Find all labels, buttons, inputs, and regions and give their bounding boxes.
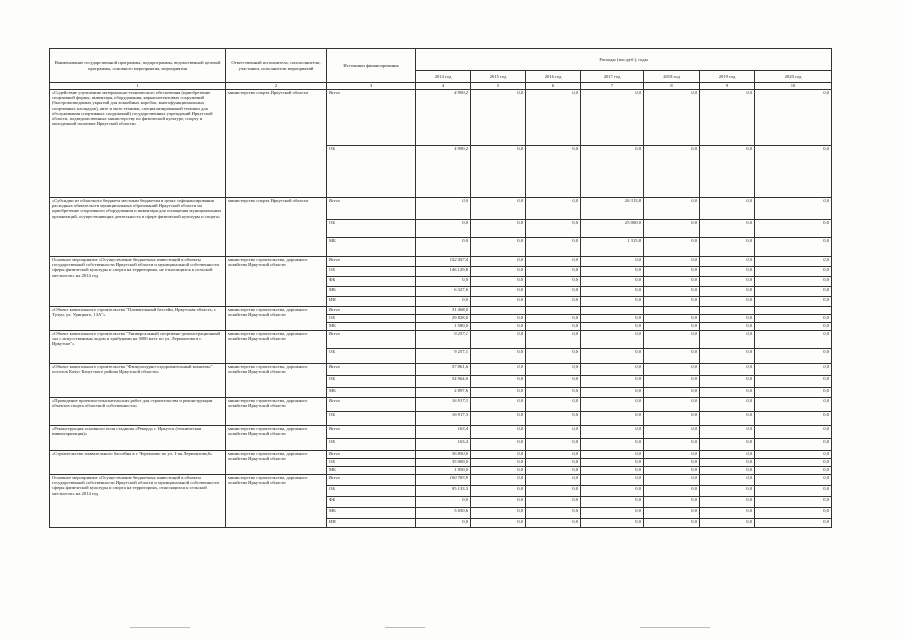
expense-cell: 0,0	[471, 287, 526, 297]
expense-cell: 0,0	[471, 220, 526, 238]
expense-cell: 0,0	[581, 267, 644, 277]
funding-source: Всего	[327, 475, 416, 486]
expense-cell: 0,0	[755, 398, 832, 412]
responsible-executor: министерство строительства, дорожного хозяйства Иркутской области	[226, 475, 327, 528]
expense-cell: 0,0	[700, 398, 755, 412]
measure-name: «Субсидии из областного бюджета местным бюджетам в целях софинансирования расходных обязательств муниципальных образований Иркутской области на приобретение спортивного оборудования и инвентаря для оснащения муниципальных организаций, осуществляющих деятельность в сфере физической культуры и спорта»	[50, 198, 226, 257]
expense-cell: 0,0	[526, 497, 581, 508]
funding-source: ОБ	[327, 439, 416, 451]
header-year-6: 2020 год	[755, 71, 832, 83]
expense-cell: 0,0	[755, 519, 832, 528]
expense-cell: 0,0	[755, 475, 832, 486]
funding-source: ОБ	[327, 486, 416, 497]
expense-cell: 0,0	[644, 315, 700, 323]
expense-cell	[526, 307, 581, 315]
expense-cell: 0,0	[581, 287, 644, 297]
expense-cell: 0,0	[700, 508, 755, 519]
expense-cell: 4 990,2	[416, 90, 471, 146]
expense-cell: 0,0	[526, 376, 581, 388]
expense-cell: 0,0	[471, 475, 526, 486]
expense-cell: 0,0	[755, 508, 832, 519]
expense-cell: 0,0	[471, 349, 526, 364]
expense-cell	[471, 307, 526, 315]
expense-cell: 0,0	[581, 257, 644, 267]
expense-cell: 0,0	[700, 257, 755, 267]
expense-cell: 0,0	[526, 426, 581, 439]
expense-cell: 0,0	[644, 376, 700, 388]
responsible-executor: министерство строительства, дорожного хозяйства Иркутской области	[226, 398, 327, 426]
expense-cell: 0,0	[755, 323, 832, 331]
responsible-executor: министерство строительства, дорожного хозяйства Иркутской области	[226, 364, 327, 398]
expense-cell: 0,0	[416, 238, 471, 257]
expense-cell: 2 897,6	[416, 388, 471, 398]
expense-cell: 0,0	[700, 238, 755, 257]
expense-cell: 0,0	[581, 439, 644, 451]
expense-cell: 0,0	[526, 257, 581, 267]
expense-cell: 0,0	[471, 238, 526, 257]
header-responsible: Ответственный исполнитель, соисполнители, участники, исполнители мероприятий	[226, 49, 327, 83]
expense-cell: 0,0	[526, 398, 581, 412]
expense-cell: 0,0	[700, 459, 755, 467]
expense-cell: 0,0	[581, 519, 644, 528]
expense-cell: 0,0	[644, 257, 700, 267]
expense-cell: 163,4	[416, 426, 471, 439]
header-year-3: 2017 год	[581, 71, 644, 83]
expense-cell: 0,0	[416, 297, 471, 307]
expense-cell: 1 850,0	[416, 467, 471, 475]
header-year-1: 2015 год	[471, 71, 526, 83]
funding-source: ОБ	[327, 459, 416, 467]
expense-cell: 0,0	[471, 90, 526, 146]
measure-name: «Объект капитального строительства "Плавательный бассейн, Иркутская область, г. Тулун, ул. Урицкого, 13А"»	[50, 307, 226, 331]
expense-cell: 36 850,0	[416, 451, 471, 459]
expense-cell: 0,0	[755, 198, 832, 220]
expense-cell	[581, 307, 644, 315]
expense-cell: 163,4	[416, 439, 471, 451]
expense-cell: 0,0	[700, 331, 755, 349]
expense-cell: 0,0	[526, 297, 581, 307]
expense-cell: 152 457,4	[416, 257, 471, 267]
funding-source: Всего	[327, 398, 416, 412]
scan-footer-line	[385, 627, 425, 628]
column-index-0: 1	[50, 83, 226, 90]
expense-cell: 0,0	[755, 238, 832, 257]
expense-cell: 0,0	[644, 277, 700, 287]
expense-cell: 100 783,9	[416, 475, 471, 486]
funding-source: Всего	[327, 331, 416, 349]
expense-cell: 0,0	[526, 238, 581, 257]
funding-source: Всего	[327, 198, 416, 220]
expense-cell: 0,0	[416, 519, 471, 528]
expense-cell: 0,0	[755, 459, 832, 467]
expense-cell: 0,0	[700, 519, 755, 528]
expense-cell: 0,0	[644, 238, 700, 257]
expense-cell: 0,0	[526, 388, 581, 398]
expense-cell: 0,0	[700, 198, 755, 220]
column-index-1: 2	[226, 83, 327, 90]
expense-cell: 0,0	[644, 467, 700, 475]
expense-cell: 0,0	[526, 315, 581, 323]
expense-cell: 0,0	[700, 497, 755, 508]
funding-source: ОБ	[327, 267, 416, 277]
expense-cell: 0,0	[471, 519, 526, 528]
expense-cell: 0,0	[644, 267, 700, 277]
expense-cell: 95 133,3	[416, 486, 471, 497]
expense-cell: 0,0	[755, 439, 832, 451]
expense-cell: 0,0	[700, 388, 755, 398]
column-index-3: 4	[416, 83, 471, 90]
funding-source: ОБ	[327, 412, 416, 426]
measure-name: Основное мероприятие «Осуществление бюджетных инвестиций в объекты государственной собственности Иркутской области и муниципальной собственности сферы физической культуры и спорта на территориях, относящихся к сельской местности» на 2014 год	[50, 475, 226, 528]
expense-cell: 25 000,0	[581, 220, 644, 238]
expense-cell: 0,0	[644, 519, 700, 528]
expense-cell: 0,0	[471, 451, 526, 459]
expense-cell: 0,0	[581, 277, 644, 287]
table-row	[50, 307, 832, 315]
expense-cell: 0,0	[581, 486, 644, 497]
expense-cell: 0,0	[581, 426, 644, 439]
column-index-4: 5	[471, 83, 526, 90]
expense-cell: 0,0	[755, 220, 832, 238]
expense-cell: 0,0	[471, 198, 526, 220]
expense-cell: 0,0	[526, 486, 581, 497]
scan-footer-line	[130, 627, 190, 628]
expense-cell: 0,0	[581, 90, 644, 146]
expense-cell: 0,0	[755, 364, 832, 376]
expense-cell: 0,0	[644, 297, 700, 307]
expense-cell: 0,0	[416, 277, 471, 287]
expense-cell: 0,0	[700, 426, 755, 439]
expense-cell: 5 650,6	[416, 508, 471, 519]
funding-source: Всего	[327, 364, 416, 376]
expense-cell: 0,0	[755, 388, 832, 398]
expense-cell: 0,0	[416, 198, 471, 220]
expense-cell: 0,0	[700, 439, 755, 451]
expense-cell: 0,0	[471, 388, 526, 398]
expense-cell: 0,0	[755, 297, 832, 307]
header-year-5: 2019 год	[700, 71, 755, 83]
expense-cell: 0,0	[755, 349, 832, 364]
column-index-7: 8	[644, 83, 700, 90]
expense-cell: 0,0	[644, 90, 700, 146]
expense-cell: 31 408,0	[416, 307, 471, 315]
expense-cell: 0,0	[471, 323, 526, 331]
expense-cell: 0,0	[581, 398, 644, 412]
expense-cell: 0,0	[581, 315, 644, 323]
funding-source: Всего	[327, 307, 416, 315]
expense-cell: 29 828,0	[416, 315, 471, 323]
expense-cell: 0,0	[755, 426, 832, 439]
expense-cell: 57 861,6	[416, 364, 471, 376]
expense-cell: 0,0	[755, 90, 832, 146]
column-index-9: 10	[755, 83, 832, 90]
funding-source: Всего	[327, 257, 416, 267]
funding-source: ОБ	[327, 220, 416, 238]
expense-cell: 0,0	[526, 220, 581, 238]
table-row	[50, 475, 832, 486]
expense-cell: 0,0	[471, 267, 526, 277]
expense-cell: 0,0	[644, 349, 700, 364]
expense-cell: 0,0	[644, 364, 700, 376]
expense-cell: 0,0	[471, 497, 526, 508]
funding-source: МБ	[327, 467, 416, 475]
header-source: Источники финансирования	[327, 49, 416, 83]
expense-cell: 0,0	[755, 467, 832, 475]
expense-cell: 0,0	[644, 497, 700, 508]
expense-cell: 0,0	[700, 376, 755, 388]
expense-cell: 0,0	[526, 519, 581, 528]
responsible-executor: министерство спорта Иркутской области	[226, 198, 327, 257]
expense-cell: 9 257,1	[416, 331, 471, 349]
expense-cell: 0,0	[644, 388, 700, 398]
expense-cell: 0,0	[471, 297, 526, 307]
expense-cell: 0,0	[755, 412, 832, 426]
expense-cell: 0,0	[471, 257, 526, 267]
table-row	[50, 257, 832, 267]
funding-source: ИИ	[327, 519, 416, 528]
table-row	[50, 426, 832, 439]
expense-cell: 0,0	[416, 220, 471, 238]
expense-cell: 0,0	[581, 459, 644, 467]
expense-cell: 0,0	[471, 508, 526, 519]
expense-cell: 0,0	[644, 426, 700, 439]
header-year-2: 2016 год	[526, 71, 581, 83]
expense-cell: 0,0	[471, 486, 526, 497]
expense-cell: 0,0	[581, 146, 644, 198]
expense-cell: 0,0	[526, 146, 581, 198]
expense-cell: 0,0	[471, 331, 526, 349]
expense-cell: 0,0	[526, 331, 581, 349]
funding-source: ОБ	[327, 146, 416, 198]
expense-cell: 0,0	[526, 287, 581, 297]
expense-cell: 0,0	[526, 475, 581, 486]
expense-cell: 0,0	[581, 508, 644, 519]
funding-source: МБ	[327, 388, 416, 398]
expense-cell: 0,0	[644, 331, 700, 349]
expense-cell: 0,0	[526, 508, 581, 519]
expense-cell: 0,0	[644, 412, 700, 426]
expense-cell: 0,0	[471, 376, 526, 388]
measure-name: «Проведение проектно-изыскательских работ для строительства и реконструкции объектов спорта областной собственности»	[50, 398, 226, 426]
measure-name: Основное мероприятие «Осуществление бюджетных инвестиций в объекты государственной собственности Иркутской области и муниципальной собственности сферы физической культуры и спорта на территориях, не относящихся к сельской местности» на 2014 год	[50, 257, 226, 307]
expense-cell: 0,0	[471, 426, 526, 439]
expense-cell: 0,0	[471, 459, 526, 467]
funding-source: Всего	[327, 451, 416, 459]
expense-cell	[644, 307, 700, 315]
expense-cell: 0,0	[700, 451, 755, 459]
expense-cell: 0,0	[471, 412, 526, 426]
expense-cell: 0,0	[526, 412, 581, 426]
funding-source: ФБ	[327, 277, 416, 287]
expense-cell: 0,0	[581, 323, 644, 331]
expense-cell: 0,0	[755, 497, 832, 508]
measure-name: «Содействие улучшению материально-технического обеспечения (приобретение спортивной формы, инвентаря, оборудования, каркаснотентовых сооружений (быстровозводимых укрытий для хоккейных коробок, многофункциональных спортивных площадок), авто и мото техники, специализированной техники для обслуживания спортивных сооружений) государственных учреждений Иркутской области, подведомственных министерству по физической культуре, спорту и молодежной политике Иркутской области»	[50, 90, 226, 198]
header-year-4: 2018 год	[644, 71, 700, 83]
expense-cell: 0,0	[644, 398, 700, 412]
funding-source: ИИ	[327, 297, 416, 307]
expense-cell: 0,0	[526, 459, 581, 467]
expense-cell: 0,0	[755, 287, 832, 297]
expense-cell: 0,0	[700, 412, 755, 426]
expense-cell: 16 917,3	[416, 412, 471, 426]
scan-footer-line	[640, 627, 710, 628]
expense-cell: 0,0	[700, 297, 755, 307]
table-row	[50, 331, 832, 349]
expense-cell: 0,0	[700, 349, 755, 364]
expense-cell: 0,0	[526, 90, 581, 146]
funding-source: ОБ	[327, 349, 416, 364]
header-expenses: Расходы (тыс.руб.), годы	[416, 49, 832, 71]
expense-cell: 0,0	[755, 277, 832, 287]
expense-cell: 0,0	[644, 287, 700, 297]
expense-cell: 0,0	[526, 277, 581, 287]
expense-cell: 0,0	[700, 146, 755, 198]
expense-cell: 4 990,2	[416, 146, 471, 198]
expense-cell: 0,0	[644, 146, 700, 198]
expense-cell: 1 580,0	[416, 323, 471, 331]
expense-cell: 35 000,0	[416, 459, 471, 467]
expense-cell: 0,0	[700, 267, 755, 277]
expense-cell: 1 315,8	[581, 238, 644, 257]
funding-source: МБ	[327, 287, 416, 297]
expense-cell: 0,0	[644, 323, 700, 331]
measure-name: «Объект капитального строительства "Физкультурно-оздоровительный комплекс" поселок Качуг Качугского района Иркутской области»	[50, 364, 226, 398]
expense-cell: 0,0	[526, 323, 581, 331]
expense-cell	[755, 307, 832, 315]
responsible-executor: министерство строительства, дорожного хозяйства Иркутской области	[226, 307, 327, 331]
measure-name: «Реконструкция основного поля стадиона «Рекорд» г. Иркутск (техническая инвентаризация)»	[50, 426, 226, 451]
expense-cell	[700, 307, 755, 315]
measure-name: «Объект капитального строительства "Универсальный спортивно-демонстрационный зал с искусственным льдом и трибунами на 3000 мест по ул. Лермонтова в г. Иркутске"»	[50, 331, 226, 364]
responsible-executor: министерство строительства, дорожного хозяйства Иркутской области	[226, 426, 327, 451]
column-index-8: 9	[700, 83, 755, 90]
expense-cell: 0,0	[581, 451, 644, 459]
responsible-executor: министерство строительства, дорожного хозяйства Иркутской области	[226, 331, 327, 364]
funding-source: МБ	[327, 508, 416, 519]
expense-cell: 6 327,6	[416, 287, 471, 297]
funding-source: ОБ	[327, 315, 416, 323]
table-row	[50, 90, 832, 146]
expense-cell: 0,0	[526, 364, 581, 376]
expense-cell: 0,0	[526, 467, 581, 475]
responsible-executor: министерство спорта Иркутской области	[226, 90, 327, 198]
expense-cell: 0,0	[644, 486, 700, 497]
expense-cell: 0,0	[700, 486, 755, 497]
expense-cell: 54 964,0	[416, 376, 471, 388]
expense-cell: 0,0	[700, 90, 755, 146]
expense-cell: 0,0	[526, 439, 581, 451]
funding-source: Всего	[327, 426, 416, 439]
funding-source: МБ	[327, 238, 416, 257]
expense-cell: 0,0	[526, 451, 581, 459]
expense-cell: 0,0	[471, 439, 526, 451]
column-index-2: 3	[327, 83, 416, 90]
expense-cell: 9 257,1	[416, 349, 471, 364]
expense-cell: 0,0	[755, 257, 832, 267]
expense-cell: 0,0	[526, 198, 581, 220]
expense-cell: 0,0	[644, 451, 700, 459]
table-row	[50, 398, 832, 412]
expense-cell: 0,0	[644, 475, 700, 486]
expense-cell: 0,0	[755, 315, 832, 323]
expense-cell: 0,0	[700, 315, 755, 323]
expense-cell: 0,0	[581, 467, 644, 475]
expense-cell: 0,0	[700, 220, 755, 238]
funding-source: ОБ	[327, 376, 416, 388]
column-index-5: 6	[526, 83, 581, 90]
expense-cell: 0,0	[644, 439, 700, 451]
expense-cell: 0,0	[755, 376, 832, 388]
table-row	[50, 198, 832, 220]
expense-cell: 0,0	[700, 277, 755, 287]
expense-cell: 0,0	[581, 331, 644, 349]
expense-cell: 0,0	[700, 287, 755, 297]
expense-cell: 0,0	[700, 475, 755, 486]
expense-cell: 16 917,3	[416, 398, 471, 412]
table-row	[50, 451, 832, 459]
expense-cell: 0,0	[581, 388, 644, 398]
expense-cell: 0,0	[581, 497, 644, 508]
expense-cell: 0,0	[471, 467, 526, 475]
expense-cell: 0,0	[700, 467, 755, 475]
expense-cell: 0,0	[755, 267, 832, 277]
expense-cell: 0,0	[644, 459, 700, 467]
expense-cell: 0,0	[644, 508, 700, 519]
expense-cell: 0,0	[526, 267, 581, 277]
table-row	[50, 364, 832, 376]
expense-cell: 0,0	[471, 364, 526, 376]
expense-cell: 0,0	[755, 331, 832, 349]
expense-cell: 0,0	[700, 323, 755, 331]
column-index-6: 7	[581, 83, 644, 90]
expense-cell: 0,0	[755, 451, 832, 459]
expense-cell: 146 129,8	[416, 267, 471, 277]
expense-cell: 0,0	[471, 277, 526, 287]
funding-source: Всего	[327, 90, 416, 146]
expense-cell: 0,0	[581, 364, 644, 376]
funding-source: ФБ	[327, 497, 416, 508]
header-name: Наименование государственной программы, подпрограммы, ведомственной целевой программы, основного мероприятия, мероприятия	[50, 49, 226, 83]
expense-cell: 0,0	[644, 198, 700, 220]
expense-cell: 0,0	[755, 486, 832, 497]
responsible-executor: министерство строительства, дорожного хозяйства Иркутской области	[226, 451, 327, 475]
expense-cell: 0,0	[526, 349, 581, 364]
responsible-executor: министерство строительства, дорожного хозяйства Иркутской области	[226, 257, 327, 307]
expense-cell: 26 315,8	[581, 198, 644, 220]
expense-cell: 0,0	[416, 497, 471, 508]
measure-name: «Строительство плавательного бассейна в г. Черемхово по ул. 1-ая Лермонтова,6»	[50, 451, 226, 475]
expense-cell: 0,0	[581, 412, 644, 426]
expense-cell: 0,0	[581, 297, 644, 307]
expense-cell: 0,0	[581, 349, 644, 364]
header-year-0: 2014 год	[416, 71, 471, 83]
budget-table	[49, 48, 832, 528]
expense-cell: 0,0	[471, 146, 526, 198]
expense-cell: 0,0	[581, 475, 644, 486]
expense-cell: 0,0	[755, 146, 832, 198]
expense-cell: 0,0	[644, 220, 700, 238]
expense-cell: 0,0	[471, 315, 526, 323]
expense-cell: 0,0	[581, 376, 644, 388]
expense-cell: 0,0	[700, 364, 755, 376]
expense-cell: 0,0	[471, 398, 526, 412]
funding-source: МБ	[327, 323, 416, 331]
